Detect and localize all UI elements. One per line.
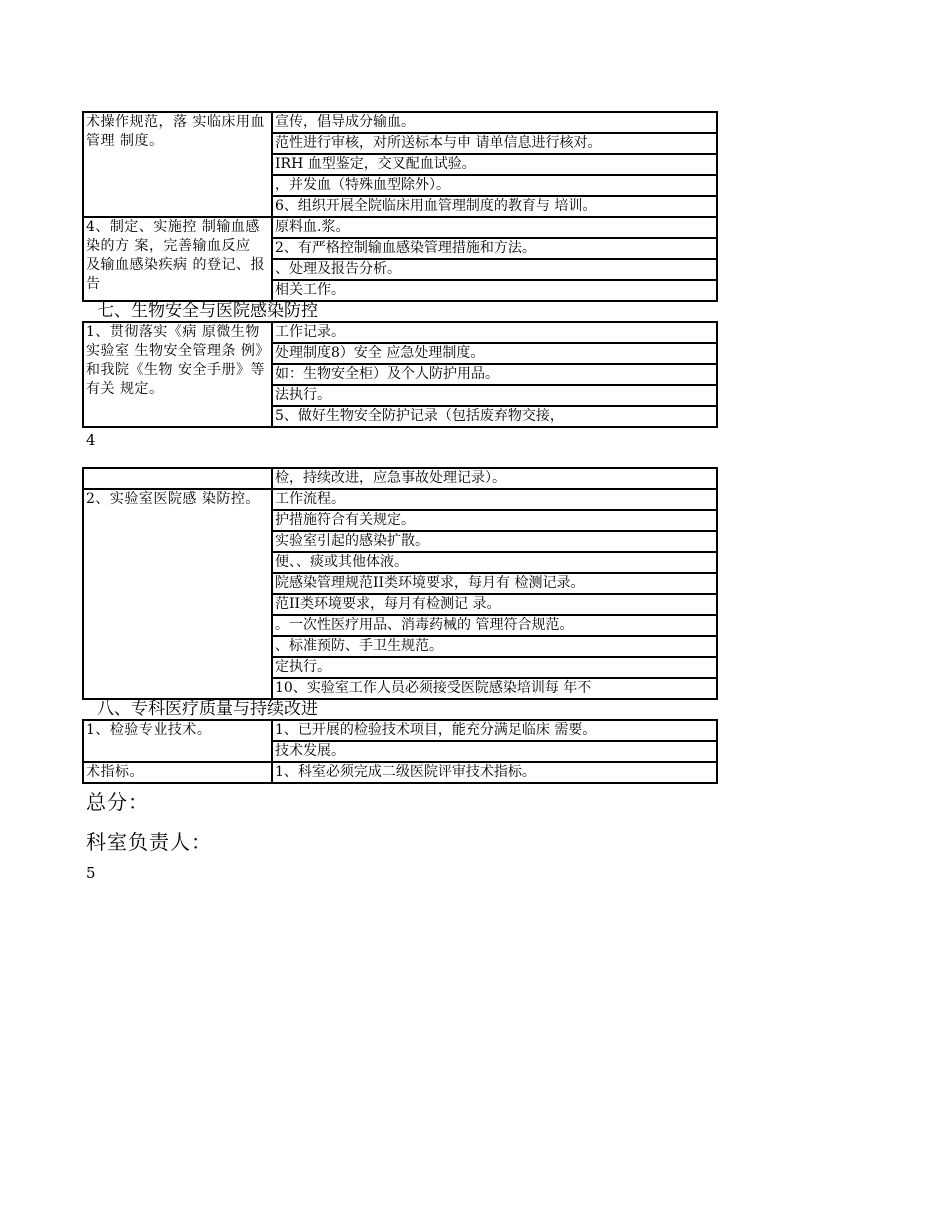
blood-mgmt-criterion: 范性进行审核，对所送标本与申 请单信息进行核对。 xyxy=(272,133,717,154)
infection-control-criterion: 定执行。 xyxy=(272,657,717,678)
infection-control-criterion: 护措施符合有关规定。 xyxy=(272,510,717,531)
infection-control-criterion: 。一次性医疗用品、消毒药械的 管理符合规范。 xyxy=(272,615,717,636)
infection-control-criterion: 工作流程。 xyxy=(272,489,717,510)
evaluation-table-page5 xyxy=(82,467,718,784)
blood-mgmt-criterion: ，并发血（特殊血型除外）。 xyxy=(272,175,717,196)
specialty-quality-row xyxy=(83,720,717,741)
blood-mgmt-criterion: 2、有严格控制输血感染管理措施和方法。 xyxy=(272,238,717,259)
blood-mgmt-criterion: 相关工作。 xyxy=(272,280,717,301)
biosafety-criterion: 如：生物安全柜）及个人防护用品。 xyxy=(272,364,717,385)
biosafety-criterion: 5、做好生物安全防护记录（包括废弃物交接， xyxy=(272,406,717,427)
infection-control-row xyxy=(83,489,717,510)
blood-mgmt-criterion: 6、组织开展全院临床用血管理制度的教育与 培训。 xyxy=(272,196,717,217)
evaluation-table-page4 xyxy=(82,111,718,428)
section-title-specialty-quality: 八、专科医疗质量与持续改进 xyxy=(83,699,717,720)
section-title-biosafety-row xyxy=(83,301,717,322)
biosafety-criterion: 法执行。 xyxy=(272,385,717,406)
biosafety-criterion: 工作记录。 xyxy=(272,322,717,343)
blood-mgmt-criterion: 宣传，倡导成分输血。 xyxy=(272,112,717,133)
blood-mgmt-row xyxy=(83,217,717,238)
infection-control-criterion: 范II类环境要求，每月有检测记 录。 xyxy=(272,594,717,615)
infection-control-criterion: 便、、痰或其他体液。 xyxy=(272,552,717,573)
continuation-criterion: 检，持续改进，应急事故处理记录）。 xyxy=(272,468,717,489)
specialty-quality-item-label: 术指标。 xyxy=(83,762,272,783)
biosafety-row xyxy=(83,322,717,343)
infection-control-item-label: 2、实验室医院感 染防控。 xyxy=(83,489,272,699)
continuation-row xyxy=(83,468,717,489)
biosafety-criterion: 处理制度8）安全 应急处理制度。 xyxy=(272,343,717,364)
blood-mgmt-item-label: 4、制定、实施控 制输血感染的方 案，完善输血反应 及输血感染疾病 的登记、报告 xyxy=(83,217,272,301)
blood-mgmt-criterion: 、处理及报告分析。 xyxy=(272,259,717,280)
page-number-5: 5 xyxy=(86,864,96,882)
infection-control-criterion: 、标准预防、手卫生规范。 xyxy=(272,636,717,657)
specialty-quality-criterion: 1、科室必须完成二级医院评审技术指标。 xyxy=(272,762,717,783)
blood-mgmt-item-label: 术操作规范，落 实临床用血管理 制度。 xyxy=(83,112,272,217)
infection-control-criterion: 院感染管理规范II类环境要求，每月有 检测记录。 xyxy=(272,573,717,594)
specialty-quality-criterion: 技术发展。 xyxy=(272,741,717,762)
page-number-4: 4 xyxy=(86,431,96,449)
specialty-quality-criterion: 1、已开展的检验技术项目，能充分满足临床 需要。 xyxy=(272,720,717,741)
section-title-specialty-quality-row xyxy=(83,699,717,720)
section-title-biosafety: 七、生物安全与医院感染防控 xyxy=(83,301,717,322)
blood-mgmt-criterion: IRH 血型鉴定，交叉配血试验。 xyxy=(272,154,717,175)
specialty-quality-item-label: 1、检验专业技术。 xyxy=(83,720,272,762)
total-score-label: 总分： xyxy=(86,790,149,814)
department-head-label: 科室负责人： xyxy=(86,830,212,854)
blood-mgmt-row xyxy=(83,112,717,133)
continuation-label xyxy=(83,468,272,489)
infection-control-criterion: 实验室引起的感染扩散。 xyxy=(272,531,717,552)
blood-mgmt-criterion: 原料血.浆。 xyxy=(272,217,717,238)
infection-control-criterion: 10、实验室工作人员必须接受医院感染培训每 年不 xyxy=(272,678,717,699)
biosafety-item-label: 1、贯彻落实《病 原微生物实验室 生物安全管理条 例》和我院《生物 安全手册》等有关 规定。 xyxy=(83,322,272,427)
specialty-quality-row xyxy=(83,762,717,783)
